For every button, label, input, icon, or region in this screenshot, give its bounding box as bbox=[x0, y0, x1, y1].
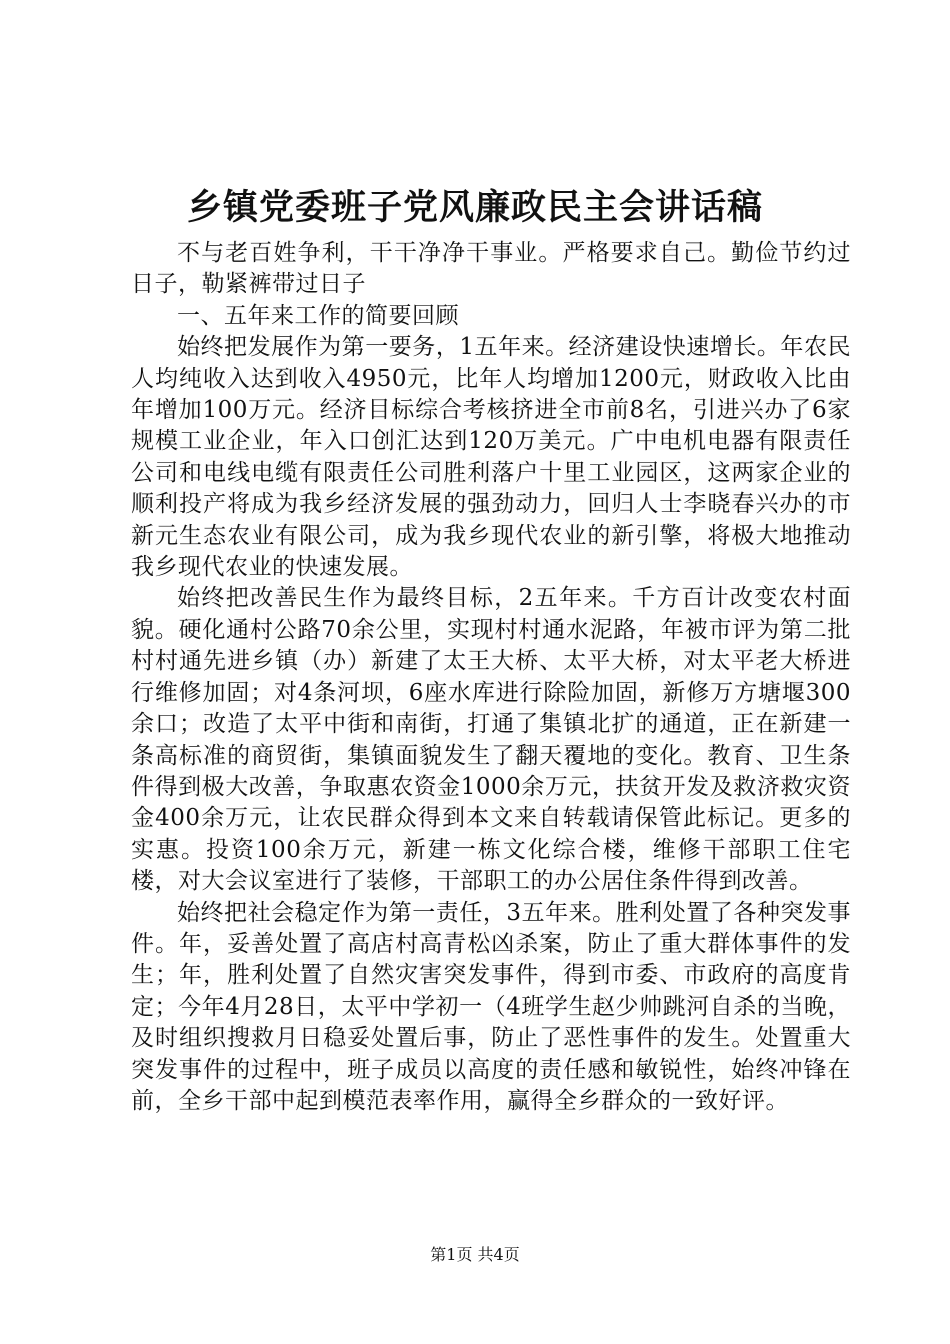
document-body bbox=[131, 238, 851, 1117]
document-title: 乡镇党委班子党风廉政民主会讲话稿 bbox=[186, 187, 763, 228]
paragraph-intro: 不与老百姓争利，干干净净干事业。严格要求自己。勤俭节约过日子，勒紧裤带过日子 bbox=[131, 240, 851, 298]
section-heading: 一、五年来工作的简要回顾 bbox=[177, 302, 459, 329]
paragraph-livelihood: 始终把改善民生作为最终目标，2五年来。千方百计改变农村面貌。硬化通村公路70余公里，实现村村通水泥路，年被市评为第二批村村通先进乡镇（办）新建了太王大桥、太平大桥，对太平老大桥进行维修加固；对4条河坝，6座水库进行除险加固，新修万方塘堰300余口；改造了太平中街和南街，打通了集镇北扩的通道，正在新建一条高标准的商贸街，集镇面貌发生了翻天覆地的变化。教育、卫生条件得到极大改善，争取惠农资金1000余万元，扶贫开发及救济救灾资金400余万元，让农民群众得到本文来自转载请保管此标记。更多的实惠。投资100余万元，新建一栋文化综合楼，维修干部职工住宅楼，对大会议室进行了装修，干部职工的办公居住条件得到改善。 bbox=[131, 585, 851, 895]
page-number-footer: 第1页 共4页 bbox=[430, 1245, 520, 1264]
paragraph-development: 始终把发展作为第一要务，1五年来。经济建设快速增长。年农民人均纯收入达到收入4950元，比年人均增加1200元，财政收入比由年增加100万元。经济目标综合考核挤进全市前8名，引进兴办了6家规模工业企业，年入口创汇达到120万美元。广中电机电器有限责任公司和电线电缆有限责任公司胜利落户十里工业园区，这两家企业的顺利投产将成为我乡经济发展的强劲动力，回归人士李晓春兴办的市新元生态农业有限公司，成为我乡现代农业的新引擎，将极大地推动我乡现代农业的快速发展。 bbox=[131, 334, 851, 581]
paragraph-stability: 始终把社会稳定作为第一责任，3五年来。胜利处置了各种突发事件。年，妥善处置了高店村高青松凶杀案，防止了重大群体事件的发生；年，胜利处置了自然灾害突发事件，得到市委、市政府的高度肯定；今年4月28日，太平中学初一（4班学生赵少帅跳河自杀的当晚，及时组织搜救月日稳妥处置后事，防止了恶性事件的发生。处置重大突发事件的过程中，班子成员以高度的责任感和敏锐性，始终冲锋在前，全乡干部中起到模范表率作用，赢得全乡群众的一致好评。 bbox=[131, 899, 851, 1114]
